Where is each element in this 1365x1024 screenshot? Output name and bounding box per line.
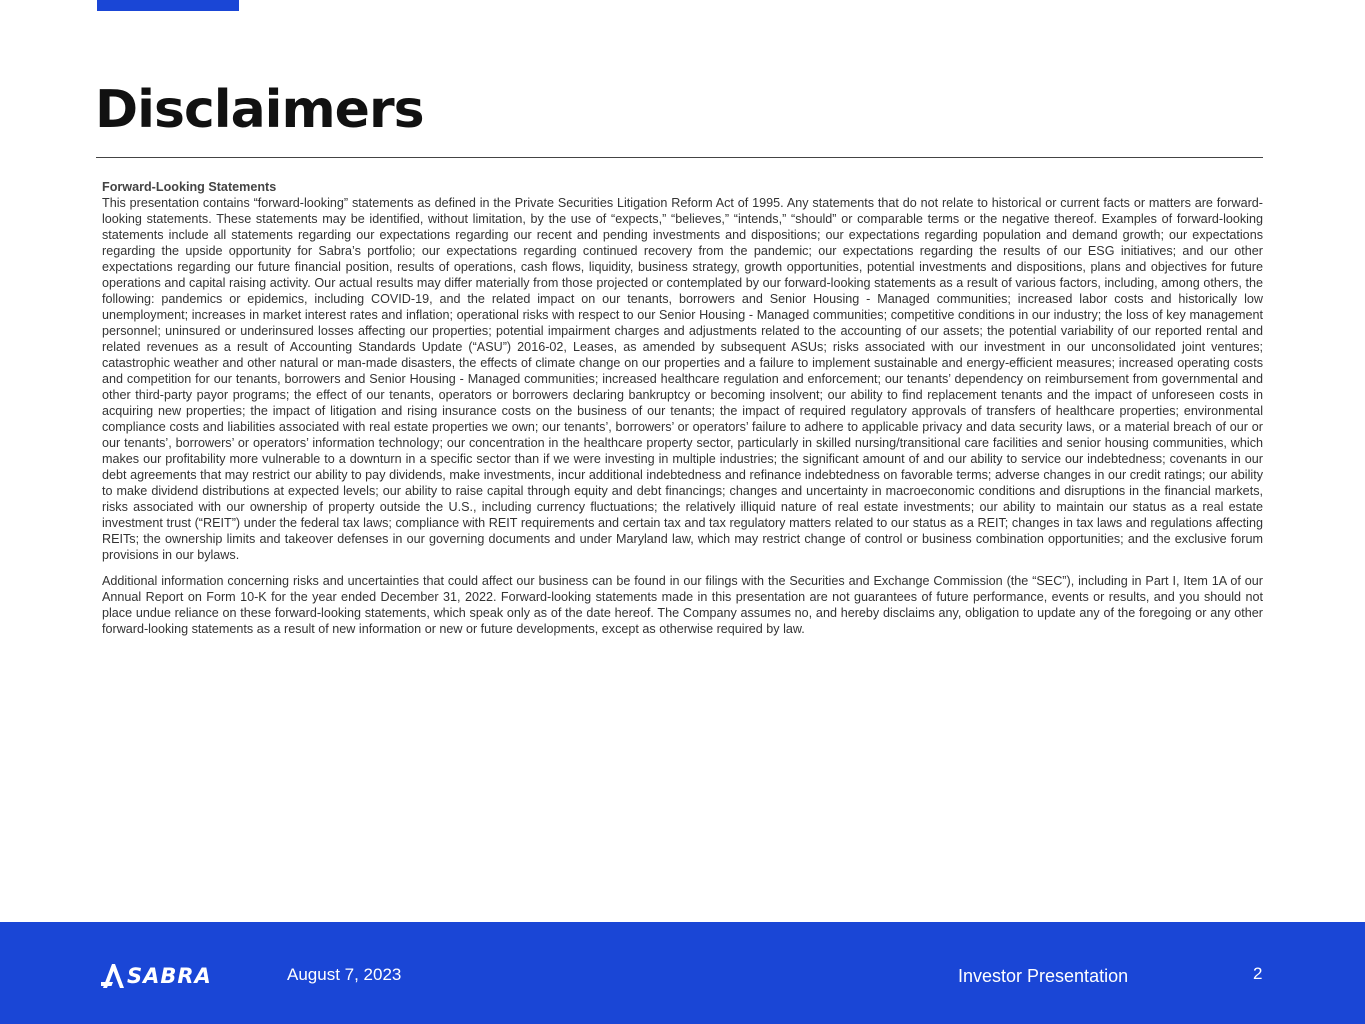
paragraph-forward-looking: This presentation contains “forward-looking” statements as defined in the Private Securities Litigation Reform Act of 1995. Any statements that do not relate to historical or current facts or matters are forward-looking statements. These statements may be identified, without limitation, by the use of “expects,” “believes,” “intends,” “should” or comparable terms or the negative thereof. Examples of forward-looking statements include all statements regarding our expectations regarding our recent and pending investments and dispositions; our expectations regarding population and demand growth; our expectations regarding the upside opportunity for Sabra’s portfolio; our expectations regarding continued recovery from the pandemic; our expectations regarding the results of our ESG initiatives; and our other expectations regarding our future financial position, results of operations, cash flows, liquidity, business strategy, growth opportunities, potential investments and dispositions, plans and objectives for future operations and capital raising activity. Our actual results may differ materially from those projected or contemplated by our forward-looking statements as a result of various factors, including, among others, the following: pandemics or epidemics, including COVID-19, and the related impact on our tenants, borrowers and Senior Housing - Managed communities; increased labor costs and historically low unemployment; increases in market interest rates and inflation; operational risks with respect to our Senior Housing - Managed communities; competitive conditions in our industry; the loss of key management personnel; uninsured or underinsured losses affecting our properties; potential impairment charges and adjustments related to the accounting of our assets; the potential variability of our reported rental and related revenues as a result of Accounting Standards Update (“ASU”) 2016-02, Leases, as amended by subsequent ASUs; risks associated with our investment in our unconsolidated joint ventures; catastrophic weather and other natural or man-made disasters, the effects of climate change on our properties and a failure to implement sustainable and energy-efficient measures; increased operating costs and competition for our tenants, borrowers and Senior Housing - Managed communities; increased healthcare regulation and enforcement; our tenants’ dependency on reimbursement from governmental and other third-party payor programs; the effect of our tenants, operators or borrowers declaring bankruptcy or becoming insolvent; our ability to find replacement tenants and the impact of unforeseen costs in acquiring new properties; the impact of litigation and rising insurance costs on the business of our tenants; the impact of required regulatory approvals of transfers of healthcare properties; environmental compliance costs and liabilities associated with real estate properties we own; our tenants’, borrowers’ or operators’ failure to adhere to applicable privacy and data security laws, or a material breach of our or our tenants’, borrowers’ or operators’ information technology; our concentration in the healthcare property sector, particularly in skilled nursing/transitional care facilities and senior housing communities, which makes our profitability more vulnerable to a downturn in a specific sector than if we were investing in multiple industries; the significant amount of and our ability to service our indebtedness; covenants in our debt agreements that may restrict our ability to pay dividends, make investments, incur additional indebtedness and refinance indebtedness on favorable terms; adverse changes in our credit ratings; our ability to make dividend distributions at expected levels; our ability to raise capital through equity and debt financings; changes and uncertainty in macroeconomic conditions and disruptions in the financial markets, risks associated with our ownership of property outside the U.S., including currency fluctuations; the relatively illiquid nature of real estate investments; our ability to maintain our status as a real estate investment trust (“REIT”) under the federal tax laws; compliance with REIT requirements and certain tax and tax regulatory matters related to our status as a REIT; changes in tax laws and regulations affecting REITs; the ownership limits and takeover defenses in our governing documents and under Maryland law, which may restrict change of control or business combination opportunities; and the exclusive forum provisions in our bylaws. bbox=[102, 196, 1263, 562]
section-heading: Forward-Looking Statements bbox=[102, 180, 277, 194]
header-accent-bar bbox=[97, 0, 239, 11]
page-title: Disclaimers bbox=[95, 80, 424, 140]
logo-wordmark: SABRA bbox=[127, 964, 212, 988]
title-divider bbox=[96, 157, 1263, 158]
disclaimer-body bbox=[102, 179, 1263, 637]
presentation-label: Investor Presentation bbox=[958, 966, 1129, 986]
sabra-mark-icon bbox=[101, 963, 125, 989]
sabra-logo bbox=[101, 962, 212, 990]
paragraph-additional-info: Additional information concerning risks and uncertainties that could affect our business can be found in our filings with the Securities and Exchange Commission (the “SEC”), including in Part I, Item 1A of our Annual Report on Form 10-K for the year ended December 31, 2022. Forward-looking statements made in this presentation are not guarantees of future performance, events or results, and you should not place undue reliance on these forward-looking statements, which speak only as of the date hereof. The Company assumes no, and hereby disclaims any, obligation to update any of the foregoing or any other forward-looking statements as a result of new information or new or future developments, except as otherwise required by law. bbox=[102, 574, 1263, 636]
presentation-date: August 7, 2023 bbox=[287, 965, 402, 984]
page-number: 2 bbox=[1253, 964, 1263, 983]
footer bbox=[0, 922, 1365, 1024]
